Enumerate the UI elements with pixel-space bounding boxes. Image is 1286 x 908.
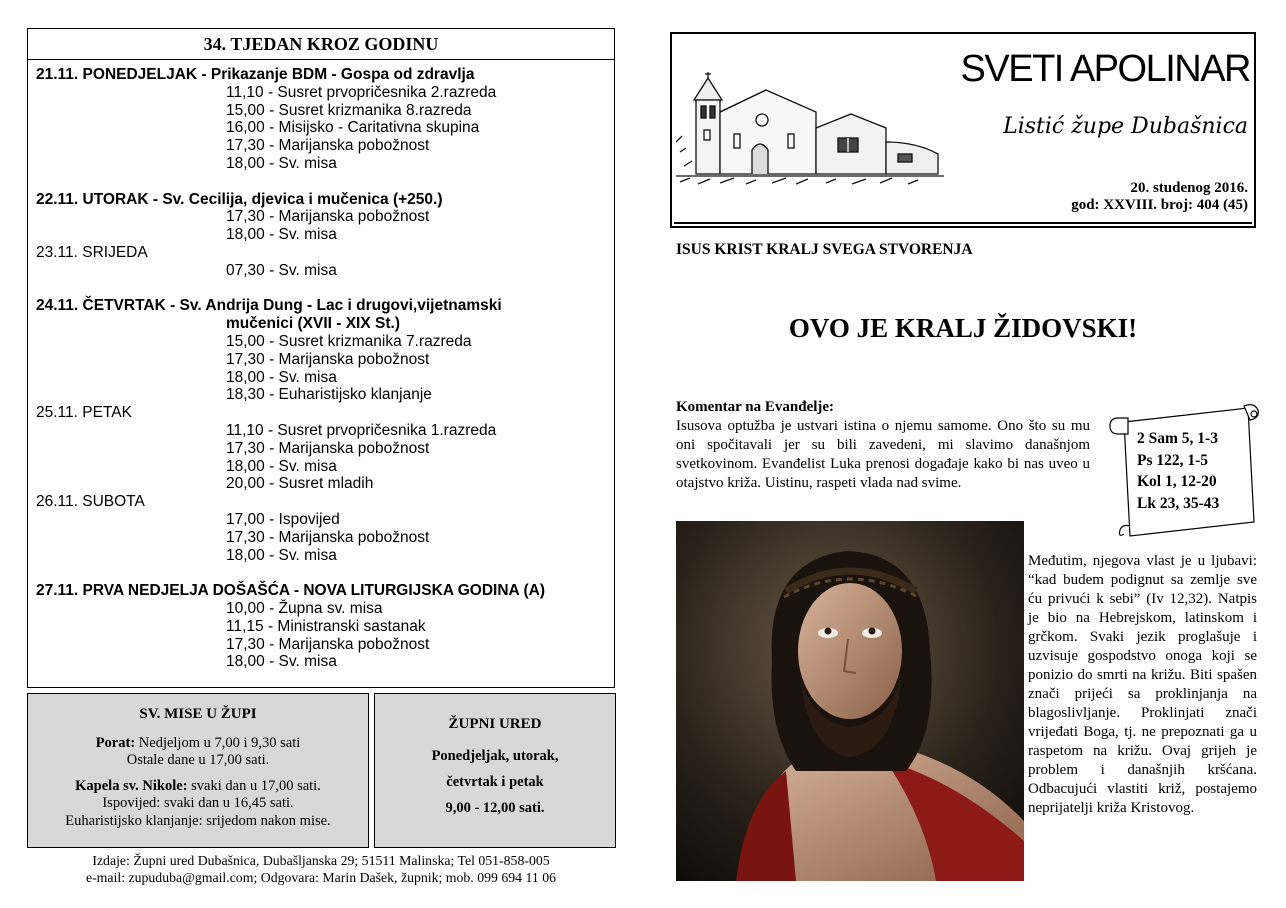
schedule-item: 18,00 - Sv. misa — [226, 546, 337, 564]
schedule-item: 15,00 - Susret krizmanika 8.razreda — [226, 101, 472, 119]
schedule-item: 18,00 - Sv. misa — [226, 653, 337, 671]
schedule-day — [36, 493, 614, 564]
schedule-item: 17,30 - Marijanska pobožnost — [226, 350, 430, 368]
issue-number: god: XXVIII. broj: 404 (45) — [1071, 197, 1248, 213]
commentary-heading: Komentar na Evanđelje: — [676, 399, 835, 415]
schedule-item: 11,15 - Ministranski sastanak — [226, 617, 426, 635]
issue-date: 20. studenog 2016. — [1130, 180, 1248, 196]
masses-title: SV. MISE U ŽUPI — [139, 706, 257, 722]
porat-line — [28, 735, 368, 752]
schedule-day — [36, 191, 614, 244]
schedule-body — [28, 60, 614, 671]
schedule-item: 17,30 - Marijanska pobožnost — [226, 439, 430, 457]
parish-office-box — [374, 693, 616, 848]
commentary-paragraph-1: Isusova optužba je ustvari istina o njemu samome. Ono što su mu oni spočitavali jer su bili zavedeni, mi slavimo današnjom svetkovinom. Evanđelist Luka prenosi događaje kako bi nas uveo u otajstvo križa. Uistinu, raspeti vlada nad svime. — [676, 418, 1090, 491]
imprint-contact: e-mail: zupuduba@gmail.com; Odgovara: Marin Dašek, župnik; mob. 099 694 11 06 — [85, 870, 557, 885]
headline: OVO JE KRALJ ŽIDOVSKI! — [788, 313, 1138, 343]
day-heading: 24.11. ČETVRTAK - Sv. Andrija Dung - Lac i drugovi,vijetnamski — [36, 297, 502, 315]
schedule-day — [36, 297, 614, 404]
schedule-item: 18,00 - Sv. misa — [226, 368, 337, 386]
schedule-item: 15,00 - Susret krizmanika 7.razreda — [226, 332, 472, 350]
day-heading: 21.11. PONEDJELJAK - Prikazanje BDM - Gospa od zdravlja — [36, 66, 475, 83]
office-hours: 9,00 - 12,00 sati. — [445, 800, 545, 816]
reading-item: Kol 1, 12-20 — [1137, 473, 1217, 490]
schedule-item: 18,00 - Sv. misa — [226, 226, 337, 244]
schedule-item: 17,30 - Marijanska pobožnost — [226, 137, 430, 155]
office-days-1: Ponedjeljak, utorak, — [431, 748, 559, 764]
jesus-portrait-photo — [676, 521, 1024, 881]
schedule-item: 07,30 - Sv. misa — [226, 261, 337, 279]
reading-item: Lk 23, 35-43 — [1137, 494, 1220, 512]
schedule-item: 10,00 - Župna sv. misa — [226, 599, 383, 617]
schedule-day — [36, 244, 614, 280]
porat-label: Porat: — [95, 735, 136, 751]
masthead — [670, 32, 1256, 228]
newsletter-subtitle: Listić župe Dubašnica — [1003, 114, 1248, 139]
reading-item: 2 Sam 5, 1-3 — [1137, 430, 1218, 447]
imprint — [27, 852, 615, 886]
schedule-item: 11,10 - Susret prvopričesnika 2.razreda — [226, 83, 497, 101]
schedule-item: 17,00 - Ispovijed — [226, 510, 340, 528]
schedule-day — [36, 582, 614, 671]
schedule-item: 18,30 - Euharistijsko klanjanje — [226, 386, 432, 404]
kapela-text: svaki dan u 17,00 sati. — [187, 777, 321, 794]
commentary-paragraph-2: Međutim, njegova vlast je u ljubavi: “kad budem podignut sa zemlje sve ću privući k sebi” (Iv 12,32). Natpis je bio na Hebrejskom, latinskom i grčkom. Svaki jezik proglašuje i uzvisuje gospodstvo onoga koji se ponizio do smrti na križu. Biti spašen znači prijeći sa proklinjanja na blagoslivljanje. Proklinjati znači vrijeđati Boga, tj. ne prepoznati ga u raspetom na križu. Ovaj grijeh je problem i današnjih kršćana. Odbacujući vlastiti križ, postajemo neprijatelji križa Kristovog. — [1028, 553, 1257, 816]
day-heading-continued: mučenici (XVII - XIX St.) — [226, 315, 400, 333]
church-illustration — [676, 42, 944, 190]
weekly-schedule — [27, 28, 615, 688]
porat-text: Nedjeljom u 7,00 i 9,30 sati — [135, 735, 301, 751]
office-title: ŽUPNI URED — [448, 716, 542, 732]
masses-info-box — [27, 693, 369, 848]
schedule-item: 17,30 - Marijanska pobožnost — [226, 528, 430, 546]
schedule-day — [36, 66, 614, 173]
issue-info — [1071, 180, 1248, 214]
schedule-item: 20,00 - Susret mladih — [226, 475, 374, 493]
schedule-day — [36, 404, 614, 493]
day-heading: 27.11. PRVA NEDJELJA DOŠAŠĆA - NOVA LITURGIJSKA GODINA (A) — [36, 582, 545, 600]
kapela-label: Kapela sv. Nikole: — [75, 777, 188, 794]
klanjanje-line: Euharistijsko klanjanje: srijedom nakon mise. — [65, 812, 331, 829]
imprint-publisher: Izdaje: Župni ured Dubašnica, Dubašljanska 29; 51511 Malinska; Tel 051-858-005 — [92, 853, 550, 868]
schedule-item: 11,10 - Susret prvopričesnika 1.razreda — [226, 421, 497, 439]
gospel-commentary — [676, 398, 1090, 493]
newsletter-title: SVETI APOLINAR — [960, 48, 1250, 90]
day-heading: 25.11. PETAK — [36, 404, 132, 422]
gospel-commentary-continued — [1028, 552, 1257, 818]
schedule-item: 16,00 - Misijsko - Caritativna skupina — [226, 119, 480, 137]
schedule-item: 18,00 - Sv. misa — [226, 457, 337, 475]
schedule-item: 18,00 - Sv. misa — [226, 154, 337, 172]
feast-title: ISUS KRIST KRALJ SVEGA STVORENJA — [676, 241, 973, 258]
schedule-item: 17,30 - Marijanska pobožnost — [226, 208, 430, 226]
ispovijed-line: Ispovijed: svaki dan u 16,45 sati. — [102, 795, 294, 812]
office-days-2: četvrtak i petak — [446, 774, 544, 790]
schedule-title: 34. TJEDAN KROZ GODINU — [28, 29, 614, 60]
porat-line-2: Ostale dane u 17,00 sati. — [126, 752, 270, 769]
schedule-item: 17,30 - Marijanska pobožnost — [226, 635, 430, 653]
kapela-line — [28, 778, 368, 795]
day-heading: 22.11. UTORAK - Sv. Cecilija, djevica i mučenica (+250.) — [36, 190, 443, 208]
day-heading: 26.11. SUBOTA — [36, 493, 145, 511]
readings-list — [1137, 428, 1219, 514]
reading-item: Ps 122, 1-5 — [1137, 451, 1209, 469]
day-heading: 23.11. SRIJEDA — [36, 243, 148, 261]
